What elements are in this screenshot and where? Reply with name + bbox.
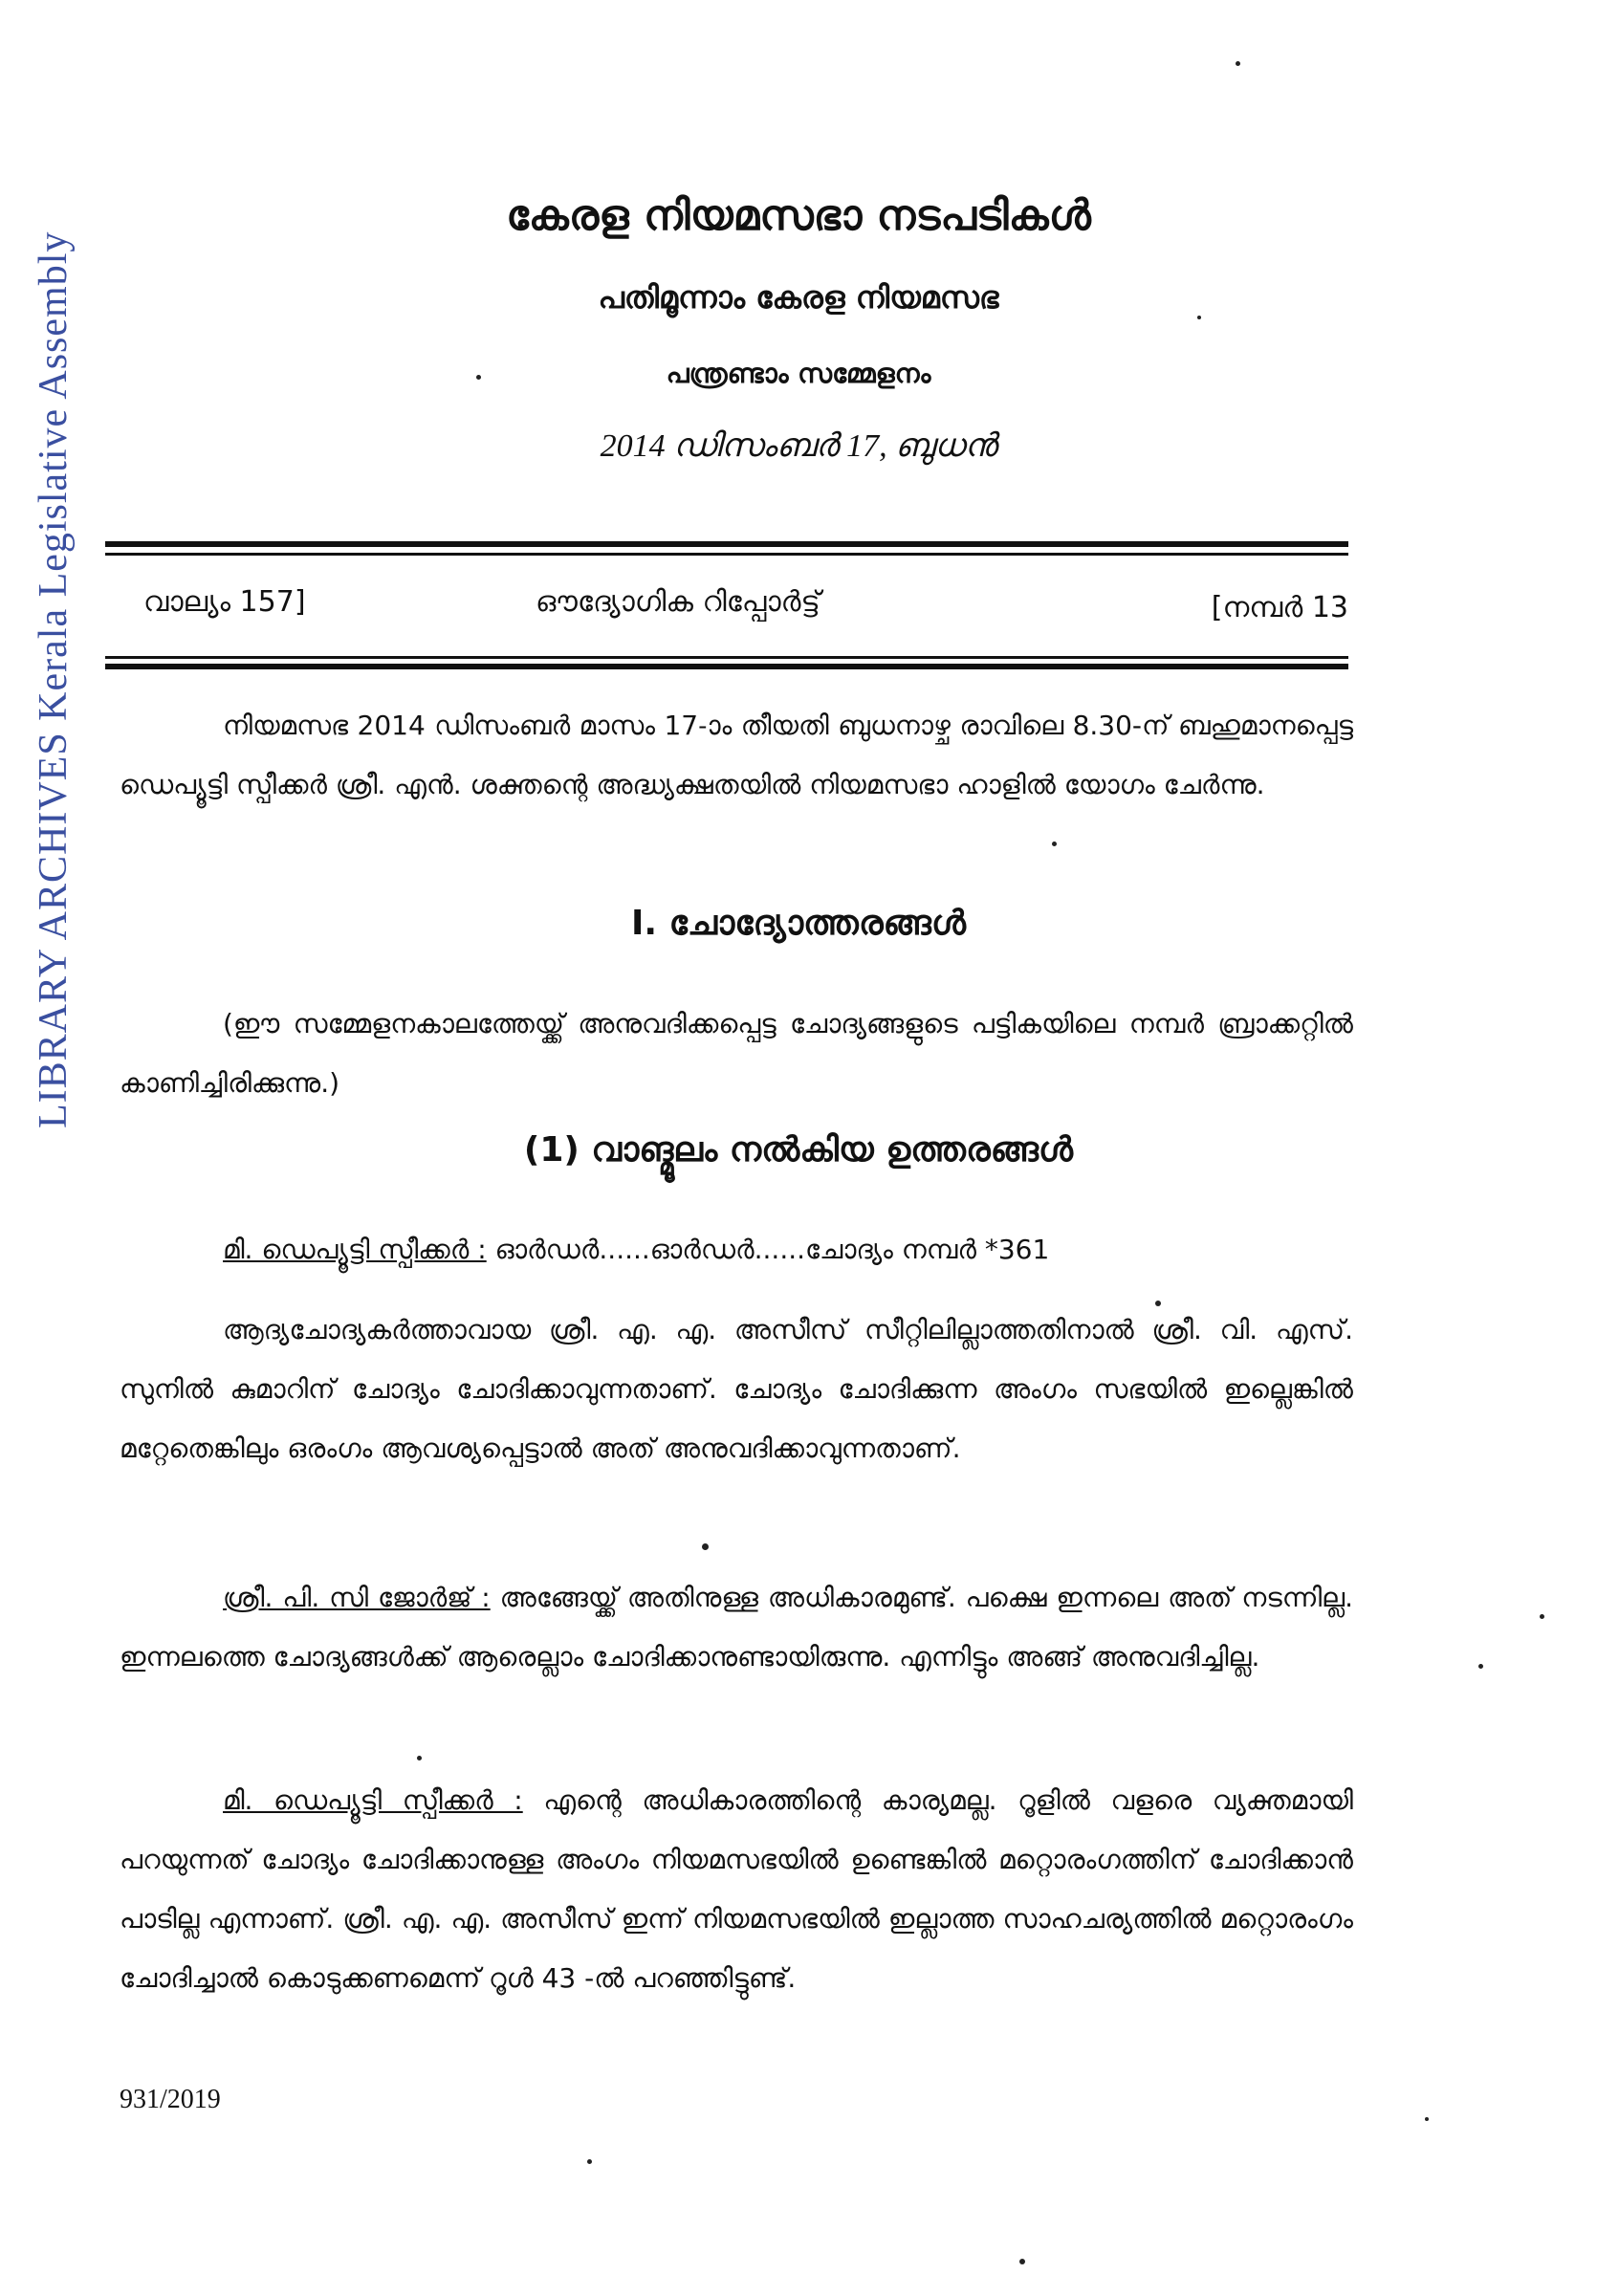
scan-speck <box>417 1756 422 1760</box>
top-rule-thick <box>105 541 1348 547</box>
scan-speck <box>1236 61 1240 66</box>
exchange-text: ഓർഡർ......ഓർഡർ......ചോദ്യം നമ്പർ *361 <box>494 1234 1050 1265</box>
exchange-2 <box>120 1301 1353 1478</box>
exchange-text: എന്റെ അധികാരത്തിന്റെ കാര്യമല്ല. റൂളിൽ വളരെ വ്യക്തമായി പറയുന്നത് ചോദ്യം ചോദിക്കാനുള്ള അംഗം നിയമസഭയിൽ ഉണ്ടെങ്കിൽ മറ്റൊരംഗത്തിന് ചോദിക്കാൻ പാടില്ല എന്നാണ്. ശ്രീ. എ. എ. അസീസ് ഇന്ന് നിയമസഭയിൽ ഇല്ലാത്ത സാഹചര്യത്തിൽ മറ്റൊരംഗം ചോദിച്ചാൽ കൊടുക്കണമെന്ന് റൂൾ 43 -ൽ പറഞ്ഞിട്ടുണ്ട്. <box>120 1784 1353 1994</box>
exchange-4 <box>120 1771 1353 2008</box>
intro-paragraph <box>120 696 1353 815</box>
exchange-text: അങ്ങേയ്ക്ക് അതിനുള്ള അധികാരമുണ്ട്. പക്ഷെ ഇന്നലെ അത് നടന്നില്ല. ഇന്നലത്തെ ചോദ്യങ്ങൾക്ക് ആരെല്ലാം ചോദിക്കാനുണ്ടായിരുന്നു. എന്നിട്ടും അങ്ങ് അനുവദിച്ചില്ല. <box>120 1582 1354 1673</box>
exchange-3 <box>120 1568 1353 1687</box>
scan-speck <box>476 375 481 380</box>
mid-rule-thick <box>105 664 1348 669</box>
report-label: ഔദ്യോഗിക റിപ്പോർട്ട് <box>536 585 820 619</box>
intro-text: നിയമസഭ 2014 ഡിസംബർ മാസം 17-ാം തീയതി ബുധനാഴ്ച രാവിലെ 8.30-ന് ബഹുമാനപ്പെട്ട ഡെപ്യൂട്ടി സ്പീക്കർ ശ്രീ. എൻ. ശക്തന്റെ അദ്ധ്യക്ഷതയിൽ നിയമസഭാ ഹാളിൽ യോഗം ചേർന്നു. <box>120 710 1353 800</box>
assembly-name: പതിമൂന്നാം കേരള നിയമസഭ <box>598 279 999 316</box>
scan-speck <box>1019 2259 1025 2264</box>
scan-speck <box>1197 316 1201 319</box>
scan-speck <box>1425 2117 1429 2121</box>
note-paragraph <box>120 995 1353 1113</box>
sitting-date: 2014 ഡിസംബർ 17, ബുധൻ <box>600 428 997 464</box>
volume-row <box>143 585 1348 633</box>
footer-number: 931/2019 <box>120 2085 221 2114</box>
scan-speck <box>702 1543 709 1550</box>
scan-speck <box>1540 1614 1544 1619</box>
scan-speck <box>587 2159 592 2164</box>
speaker-name: മി. ഡെപ്യൂട്ടി സ്പീക്കർ : <box>223 1234 487 1265</box>
scan-speck <box>1155 1301 1161 1306</box>
scan-speck <box>1478 1664 1483 1669</box>
issue-number: [നമ്പർ 13 <box>1211 591 1348 624</box>
exchange-1 <box>120 1220 1353 1279</box>
mid-rule-thin <box>105 656 1348 659</box>
speaker-name: മി. ഡെപ്യൂട്ടി സ്പീക്കർ : <box>223 1784 523 1816</box>
session-name: പന്ത്രണ്ടാം സമ്മേളനം <box>666 358 931 389</box>
section-heading: I. ചോദ്യോത്തരങ്ങൾ <box>631 904 966 943</box>
speaker-name: ശ്രീ. പി. സി ജോർജ് : <box>223 1582 491 1613</box>
document-title: കേരള നിയമസഭാ നടപടികൾ <box>506 191 1091 240</box>
scan-speck <box>1052 842 1057 846</box>
volume-label: വാല്യം 157] <box>143 585 306 619</box>
note-text: (ഈ സമ്മേളനകാലത്തേയ്ക്ക് അനുവദിക്കപ്പെട്ട ചോദ്യങ്ങളുടെ പട്ടികയിലെ നമ്പർ ബ്രാക്കറ്റിൽ കാണിച്ചിരിക്കുന്നു.) <box>120 1008 1353 1099</box>
watermark-text: LIBRARY ARCHIVES Kerala Legislative Assembly <box>32 230 76 1128</box>
sub-heading: (1) വാങ്മൂലം നൽകിയ ഉത്തരങ്ങൾ <box>523 1130 1074 1170</box>
top-rule-thin <box>105 553 1348 556</box>
exchange-text: ആദ്യചോദ്യകർത്താവായ ശ്രീ. എ. എ. അസീസ് സീറ്റിലില്ലാത്തതിനാൽ ശ്രീ. വി. എസ്. സുനിൽ കുമാറിന് ചോദ്യം ചോദിക്കാവുന്നതാണ്. ചോദ്യം ചോദിക്കുന്ന അംഗം സഭയിൽ ഇല്ലെങ്കിൽ മറ്റേതെങ്കിലും ഒരംഗം ആവശ്യപ്പെട്ടാൽ അത് അനുവദിക്കാവുന്നതാണ്. <box>120 1314 1353 1464</box>
